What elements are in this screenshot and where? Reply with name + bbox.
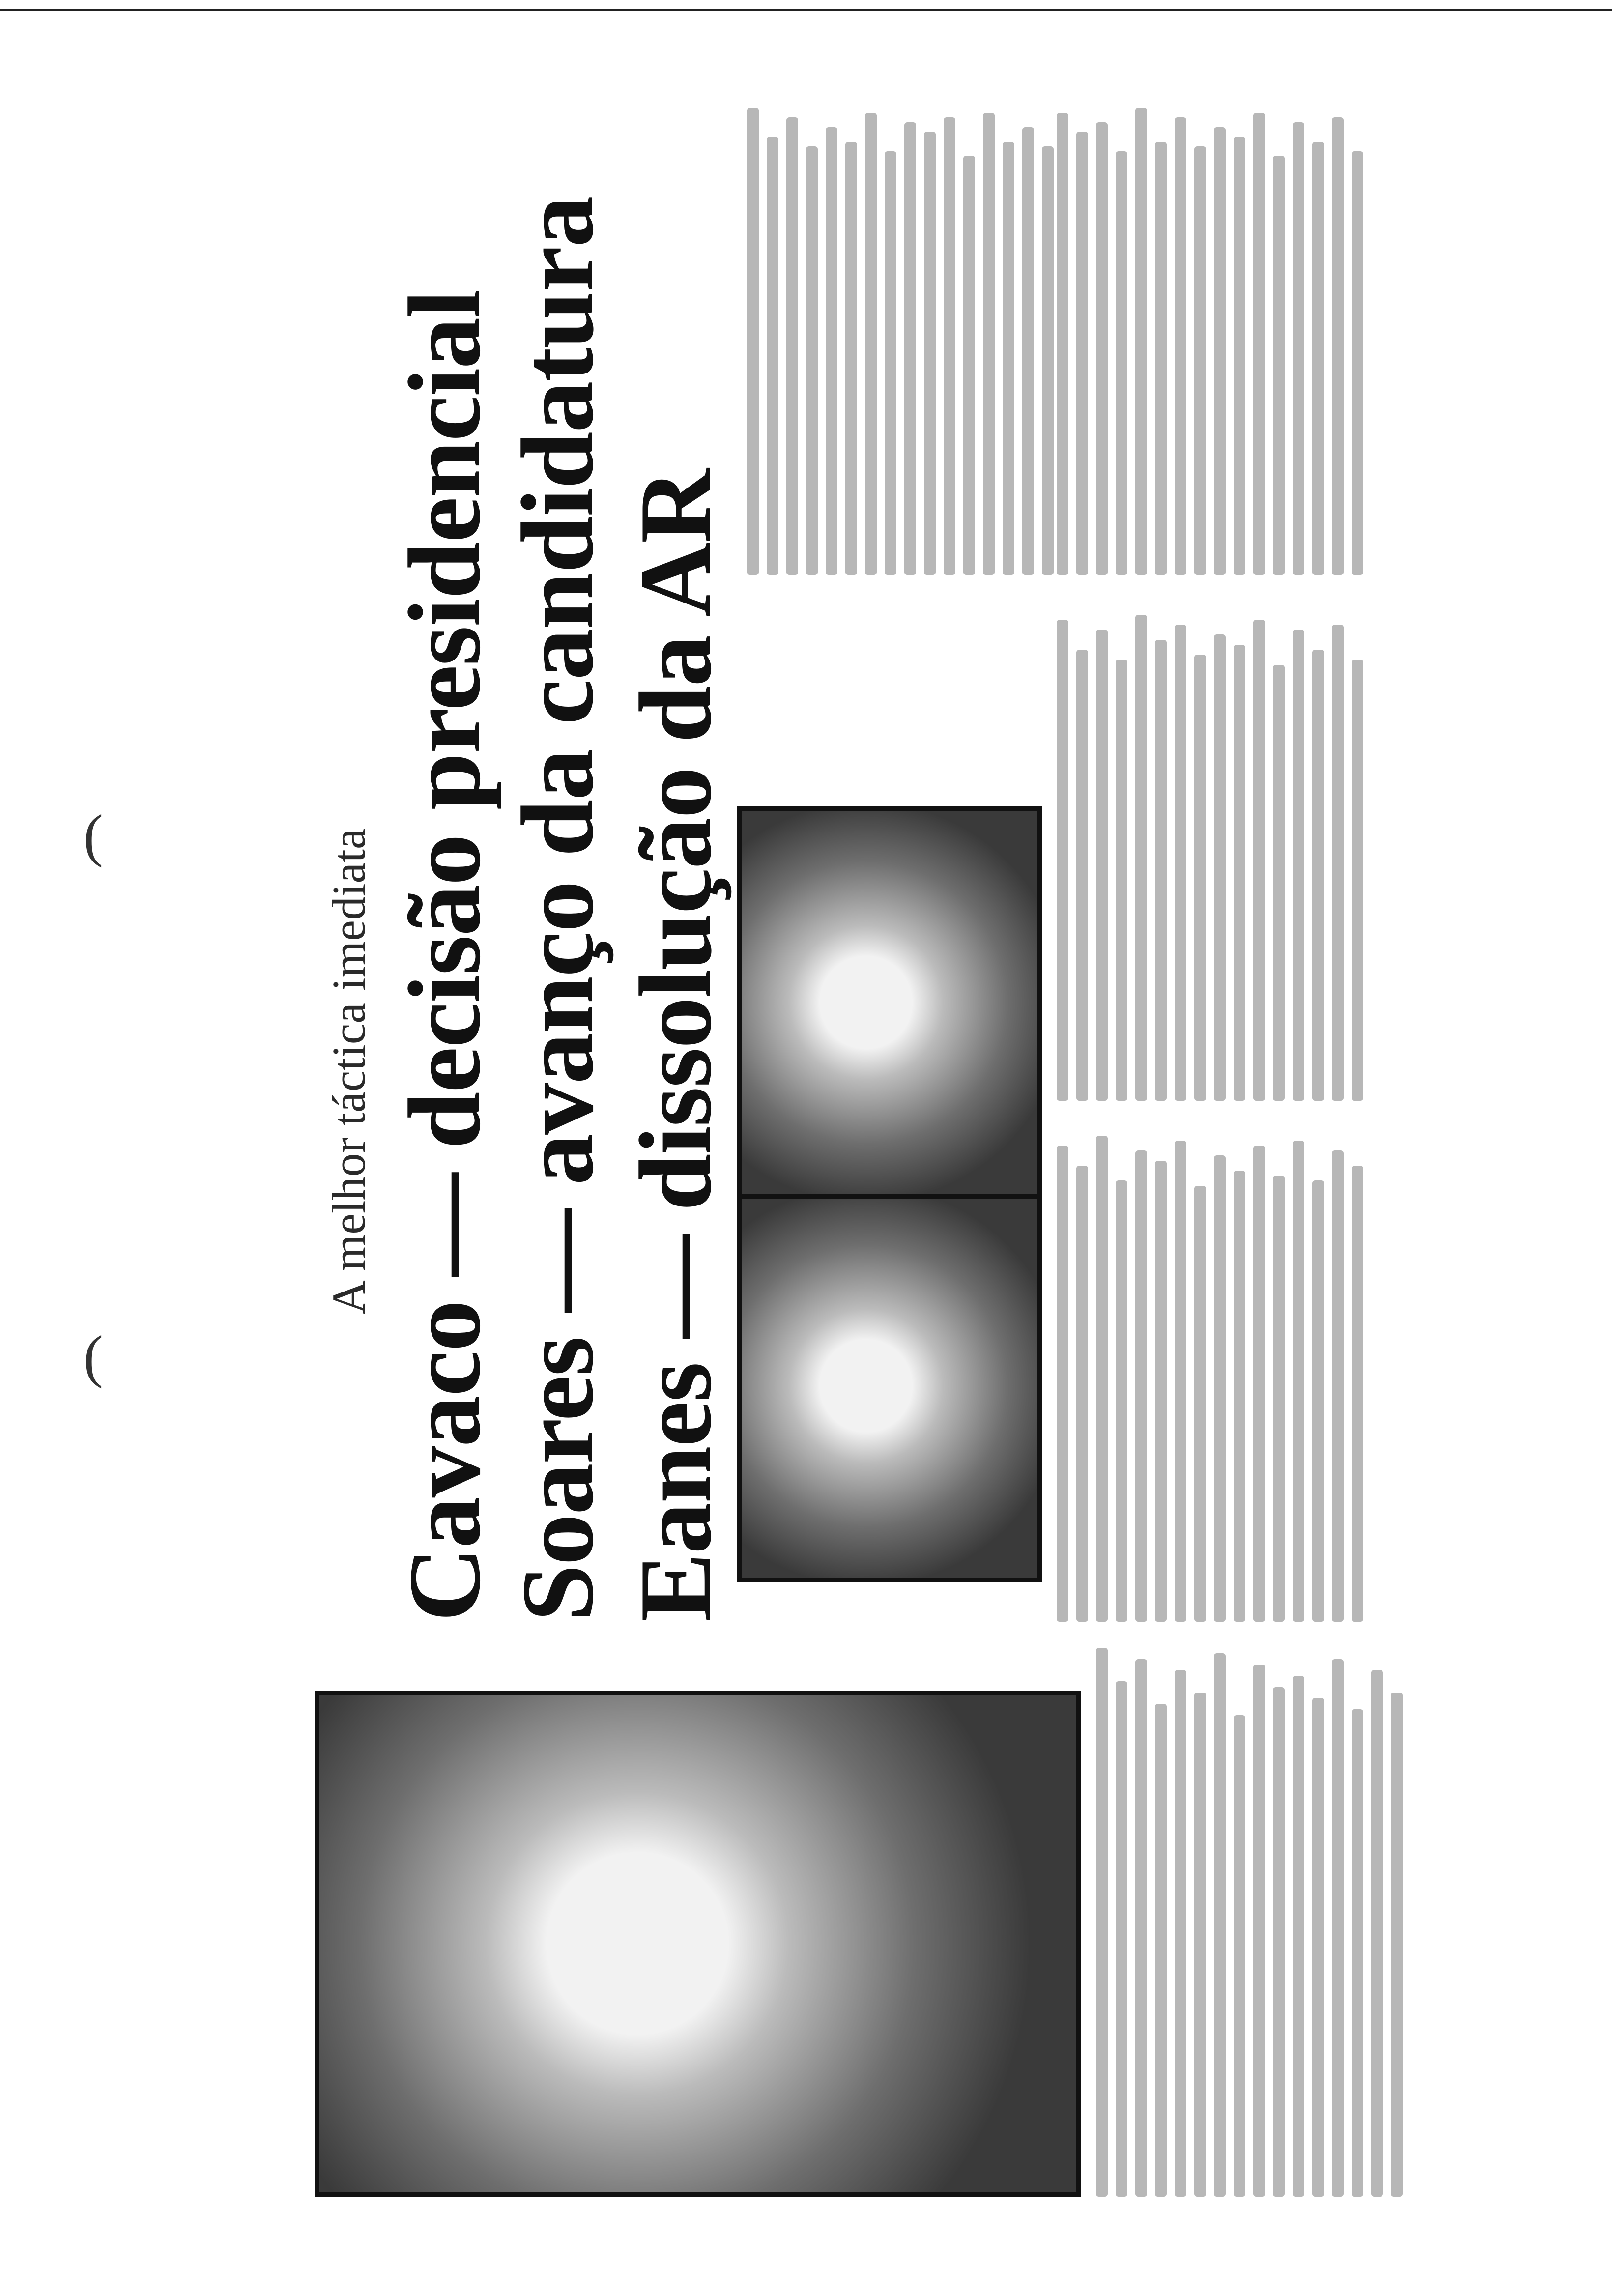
headline-kicker: A melhor táctica imediata — [322, 828, 375, 1315]
photo-soares — [737, 1189, 1042, 1582]
article-column-4-top — [747, 93, 1054, 575]
scan-mark-left: ( — [84, 803, 103, 868]
headline-cavaco: Cavaco — decisão presidencial — [388, 290, 502, 1622]
scan-top-line — [0, 9, 1612, 11]
rotated-article — [315, 69, 1347, 2197]
headline-soares: Soares — avanço da candidatura — [501, 197, 615, 1622]
photo-main — [315, 1691, 1081, 2197]
scan-mark-left-lower: ( — [84, 1323, 103, 1389]
article-column-3 — [1057, 600, 1363, 1101]
photo-eanes — [737, 806, 1042, 1199]
article-column-2 — [1057, 1120, 1363, 1622]
headline-eanes: Eanes — dissolução da AR — [619, 469, 733, 1622]
article-column-5 — [1057, 93, 1363, 575]
article-column-1 — [1096, 1636, 1403, 2197]
newspaper-clipping — [315, 69, 1347, 2197]
